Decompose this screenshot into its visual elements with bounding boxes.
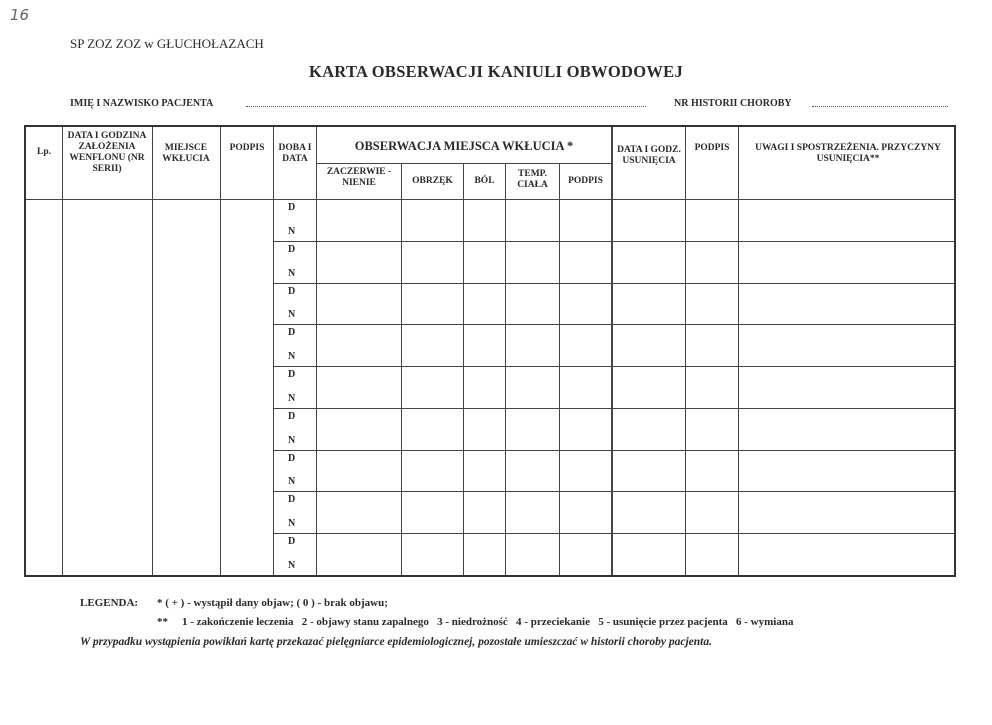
header-signature-2: PODPIS <box>568 176 603 186</box>
day-marker: D <box>288 410 296 422</box>
row-divider <box>273 491 954 492</box>
header-lp: Lp. <box>37 147 51 157</box>
header-removal-date: DATA I GODZ. USUNIĘCIA <box>617 145 681 166</box>
row-divider <box>273 450 954 451</box>
day-marker: D <box>288 285 296 297</box>
night-marker: N <box>288 518 296 530</box>
night-marker: N <box>288 351 296 363</box>
legend-reasons: 1 - zakończenie leczenia 2 - objawy stanu zapalnego 3 - niedrożność 4 - przeciekanie 5 - usunięcie przez pacjenta 6 - wymiana <box>182 616 794 628</box>
header-day-date: DOBA I DATA <box>278 143 312 164</box>
legend-reasons-mark: ** <box>157 616 168 628</box>
header-insertion-date: DATA I GODZINA ZAŁOŻENIA WENFLONU (NR SERII) <box>67 131 147 174</box>
history-number-field[interactable] <box>812 106 948 107</box>
day-marker: D <box>288 452 296 464</box>
history-number-label: NR HISTORII CHOROBY <box>674 98 792 109</box>
header-body-temp: TEMP. CIAŁA <box>517 169 548 190</box>
header-pain: BÓL <box>474 176 495 186</box>
night-marker: N <box>288 309 296 321</box>
legend-label: LEGENDA: <box>80 597 139 609</box>
page-number: 16 <box>10 6 30 24</box>
header-swelling: OBRZĘK <box>412 176 453 186</box>
legend-symptoms: * ( + ) - wystąpił dany objaw; ( 0 ) - brak objawu; <box>157 597 388 609</box>
night-marker: N <box>288 434 296 446</box>
institution-name: SP ZOZ ZOZ w GŁUCHOŁAZACH <box>70 36 264 51</box>
header-observation: OBSERWACJA MIEJSCA WKŁUCIA * <box>354 139 574 153</box>
header-remarks: UWAGI I SPOSTRZEŻENIA. PRZYCZYNY USUNIĘCIA** <box>755 143 941 164</box>
day-marker: D <box>288 202 296 213</box>
day-marker: D <box>288 494 296 506</box>
day-marker: D <box>288 536 296 548</box>
night-marker: N <box>288 225 296 237</box>
row-divider <box>273 408 954 409</box>
observation-table <box>24 125 956 577</box>
row-divider <box>273 241 954 242</box>
row-divider <box>273 533 954 534</box>
patient-name-label: IMIĘ I NAZWISKO PACJENTA <box>70 98 214 109</box>
night-marker: N <box>288 267 296 279</box>
patient-name-field[interactable] <box>246 106 646 107</box>
header-site: MIEJSCE WKŁUCIA <box>162 143 210 164</box>
header-signature-3: PODPIS <box>694 143 730 153</box>
day-marker: D <box>288 369 296 381</box>
header-redness: ZACZERWIE -NIENIE <box>326 167 392 188</box>
day-marker: D <box>288 327 296 339</box>
footer-note: W przypadku wystąpienia powikłań kartę przekazać pielęgniarce epidemiologicznej, pozostałe umieszczać w historii choroby pacjenta. <box>80 636 712 648</box>
header-signature-1: PODPIS <box>229 143 265 153</box>
night-marker: N <box>288 560 296 571</box>
row-divider <box>273 283 954 284</box>
row-divider <box>273 324 954 325</box>
form-title: KARTA OBSERWACJI KANIULI OBWODOWEJ <box>308 62 684 81</box>
night-marker: N <box>288 476 296 488</box>
day-marker: D <box>288 243 296 255</box>
night-marker: N <box>288 392 296 404</box>
row-divider <box>273 366 954 367</box>
